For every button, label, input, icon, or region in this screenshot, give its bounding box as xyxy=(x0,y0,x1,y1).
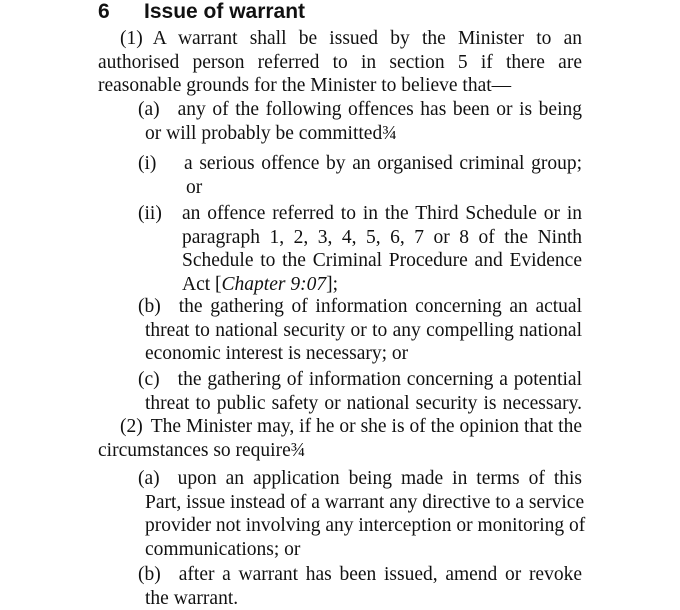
section-number: 6 xyxy=(98,0,110,23)
act-suffix: ]; xyxy=(326,273,338,295)
section-title: Issue of warrant xyxy=(144,0,306,23)
paragraph-2b-label: (b) xyxy=(138,564,161,585)
subparagraph-1a-ii-line: an offence referred to in the Third Schedule or in xyxy=(182,203,582,224)
paragraph-2b xyxy=(138,563,582,610)
paragraph-1b-line: economic interest is necessary; or xyxy=(145,343,409,364)
subsection-1-line: A warrant shall be issued by the Minister to an xyxy=(152,28,582,49)
paragraph-2b-line: after a warrant has been issued, amend or revoke xyxy=(178,564,582,585)
subparagraph-1a-ii-line: paragraph 1, 2, 3, 4, 5, 6, 7 or 8 of the Ninth xyxy=(182,226,582,248)
paragraph-1c-label: (c) xyxy=(138,369,160,390)
paragraph-2a-line: communications; or xyxy=(145,538,301,560)
subparagraph-1a-ii-last-line xyxy=(138,273,582,297)
paragraph-1b-label: (b) xyxy=(138,296,161,317)
subsection-1-label: (1) xyxy=(120,28,143,49)
subsection-2-label: (2) xyxy=(120,416,143,437)
paragraph-1a-line: or will probably be committed¾ xyxy=(145,122,397,144)
paragraph-2a-line: upon an application being made in terms of this xyxy=(177,468,582,489)
paragraph-1a xyxy=(138,98,582,145)
chapter-citation: Chapter 9:07 xyxy=(221,273,327,295)
act-prefix: Act [ xyxy=(182,273,222,295)
paragraph-1b xyxy=(138,295,582,366)
paragraph-1c-line: threat to public safety or national security is necessary. xyxy=(145,392,582,414)
subparagraph-1a-ii-line: Schedule to the Criminal Procedure and Evidence xyxy=(182,250,582,271)
subsection-2-line: The Minister may, if he or she is of the opinion that the xyxy=(150,416,582,437)
subparagraph-1a-ii xyxy=(138,202,582,296)
subparagraph-1a-i-line: or xyxy=(186,176,203,198)
subsection-2 xyxy=(98,415,582,462)
subsection-2-line: circumstances so require¾ xyxy=(98,439,306,461)
paragraph-2a-line: provider not involving any interception or monitoring of xyxy=(145,515,586,536)
paragraph-1b-line: the gathering of information concerning an actual xyxy=(178,296,582,317)
paragraph-2b-line: the warrant. xyxy=(145,587,239,609)
paragraph-2a-line: Part, issue instead of a warrant any directive to a service xyxy=(145,491,585,513)
paragraph-1a-label: (a) xyxy=(138,99,160,120)
paragraph-2a xyxy=(138,467,586,561)
subparagraph-1a-i-label: (i) xyxy=(138,153,157,174)
paragraph-1c-line: the gathering of information concerning a potential xyxy=(177,369,582,390)
subsection-1-line: reasonable grounds for the Minister to believe that— xyxy=(98,75,512,96)
paragraph-2a-label: (a) xyxy=(138,468,160,489)
section-heading xyxy=(98,0,305,24)
subsection-1 xyxy=(98,27,582,98)
subparagraph-1a-i-line: a serious offence by an organised criminal group; xyxy=(184,153,582,174)
paragraph-1b-line: threat to national security or to any compelling national xyxy=(145,319,582,341)
subsection-1-line: authorised person referred to in section 5 if there are xyxy=(98,51,582,73)
subparagraph-1a-i xyxy=(138,152,582,199)
paragraph-1a-line: any of the following offences has been or is being xyxy=(177,99,582,120)
subparagraph-1a-ii-label: (ii) xyxy=(138,203,162,224)
paragraph-1c xyxy=(138,368,582,415)
